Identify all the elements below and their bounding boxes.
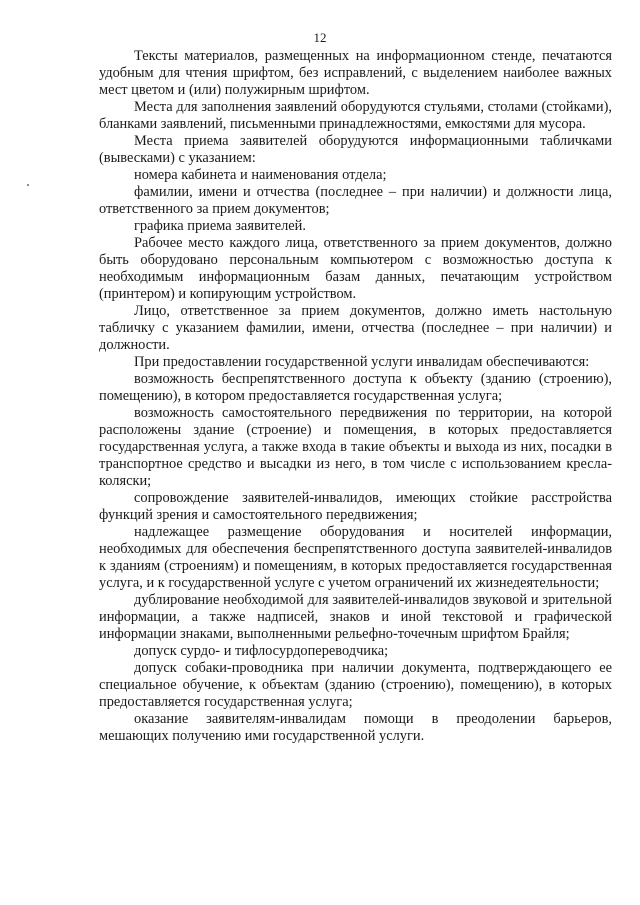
paragraph-filling-places: Места для заполнения заявлений оборудуются стульями, столами (стойками), бланками заявлений, письменными принадлежностями, емкостями для мусора.: [99, 99, 612, 132]
list-item-escort: сопровождение заявителей-инвалидов, имеющих стойкие расстройства функций зрения и самостоятельного передвижения;: [99, 490, 612, 523]
paragraph-stand-texts: Тексты материалов, размещенных на информационном стенде, печатаются удобным для чтения шрифтом, без исправлений, с выделением наиболее важных мест цветом и (или) полужирным шрифтом.: [99, 48, 612, 98]
page-number: 12: [313, 30, 327, 45]
margin-dot: [27, 184, 29, 186]
list-item-interpreter: допуск сурдо- и тифлосурдопереводчика;: [134, 643, 389, 659]
paragraph-disabled-provision: При предоставлении государственной услуги инвалидам обеспечиваются:: [134, 354, 590, 370]
paragraph-desk-plate: Лицо, ответственное за прием документов, должно иметь настольную табличку с указанием фамилии, имени, отчества (последнее – при наличии) и должности.: [99, 303, 612, 353]
body-text: [99, 48, 612, 745]
paragraph-workplace: Рабочее место каждого лица, ответственного за прием документов, должно быть оборудовано персональным компьютером с возможностью доступа к необходимым информационным базам данных, печатающим устройством (принтером) и копирующим устройством.: [99, 235, 612, 302]
list-item-equipment: надлежащее размещение оборудования и носителей информации, необходимых для обеспечения беспрепятственного доступа заявителей-инвалидов к зданиям (строениям) и помещениям, в которых предоставляется государственная услуга, и к государственной услуге с учетом ограничений их жизнедеятельности;: [99, 524, 612, 591]
list-item-braille: дублирование необходимой для заявителей-инвалидов звуковой и зрительной информации, а также надписей, знаков и иной текстовой и графической информации знаками, выполненными рельефно-точечным шрифтом Брайля;: [99, 592, 612, 642]
list-item-access: возможность беспрепятственного доступа к объекту (зданию (строению), помещению), в котором предоставляется государственная услуга;: [99, 371, 612, 404]
list-item-guide-dog: допуск собаки-проводника при наличии документа, подтверждающего ее специальное обучение, к объектам (зданию (строению), помещению), в которых предоставляется государственная услуга;: [99, 660, 612, 710]
list-item-assistance: оказание заявителям-инвалидам помощи в преодолении барьеров, мешающих получению ими государственной услуги.: [99, 711, 612, 744]
list-item-cabinet-number: номера кабинета и наименования отдела;: [134, 167, 387, 183]
paragraph-reception-places: Места приема заявителей оборудуются информационными табличками (вывесками) с указанием:: [99, 133, 612, 166]
list-item-movement: возможность самостоятельного передвижения по территории, на которой расположены здание (строение) и помещения, в которых предоставляется государственная услуга, а также входа в такие объекты и выхода из них, посадки в транспортное средство и высадки из него, в том числе с использованием кресла-коляски;: [99, 405, 612, 489]
list-item-schedule: графика приема заявителей.: [134, 218, 306, 234]
list-item-full-name: фамилии, имени и отчества (последнее – при наличии) и должности лица, ответственного за прием документов;: [99, 184, 612, 217]
